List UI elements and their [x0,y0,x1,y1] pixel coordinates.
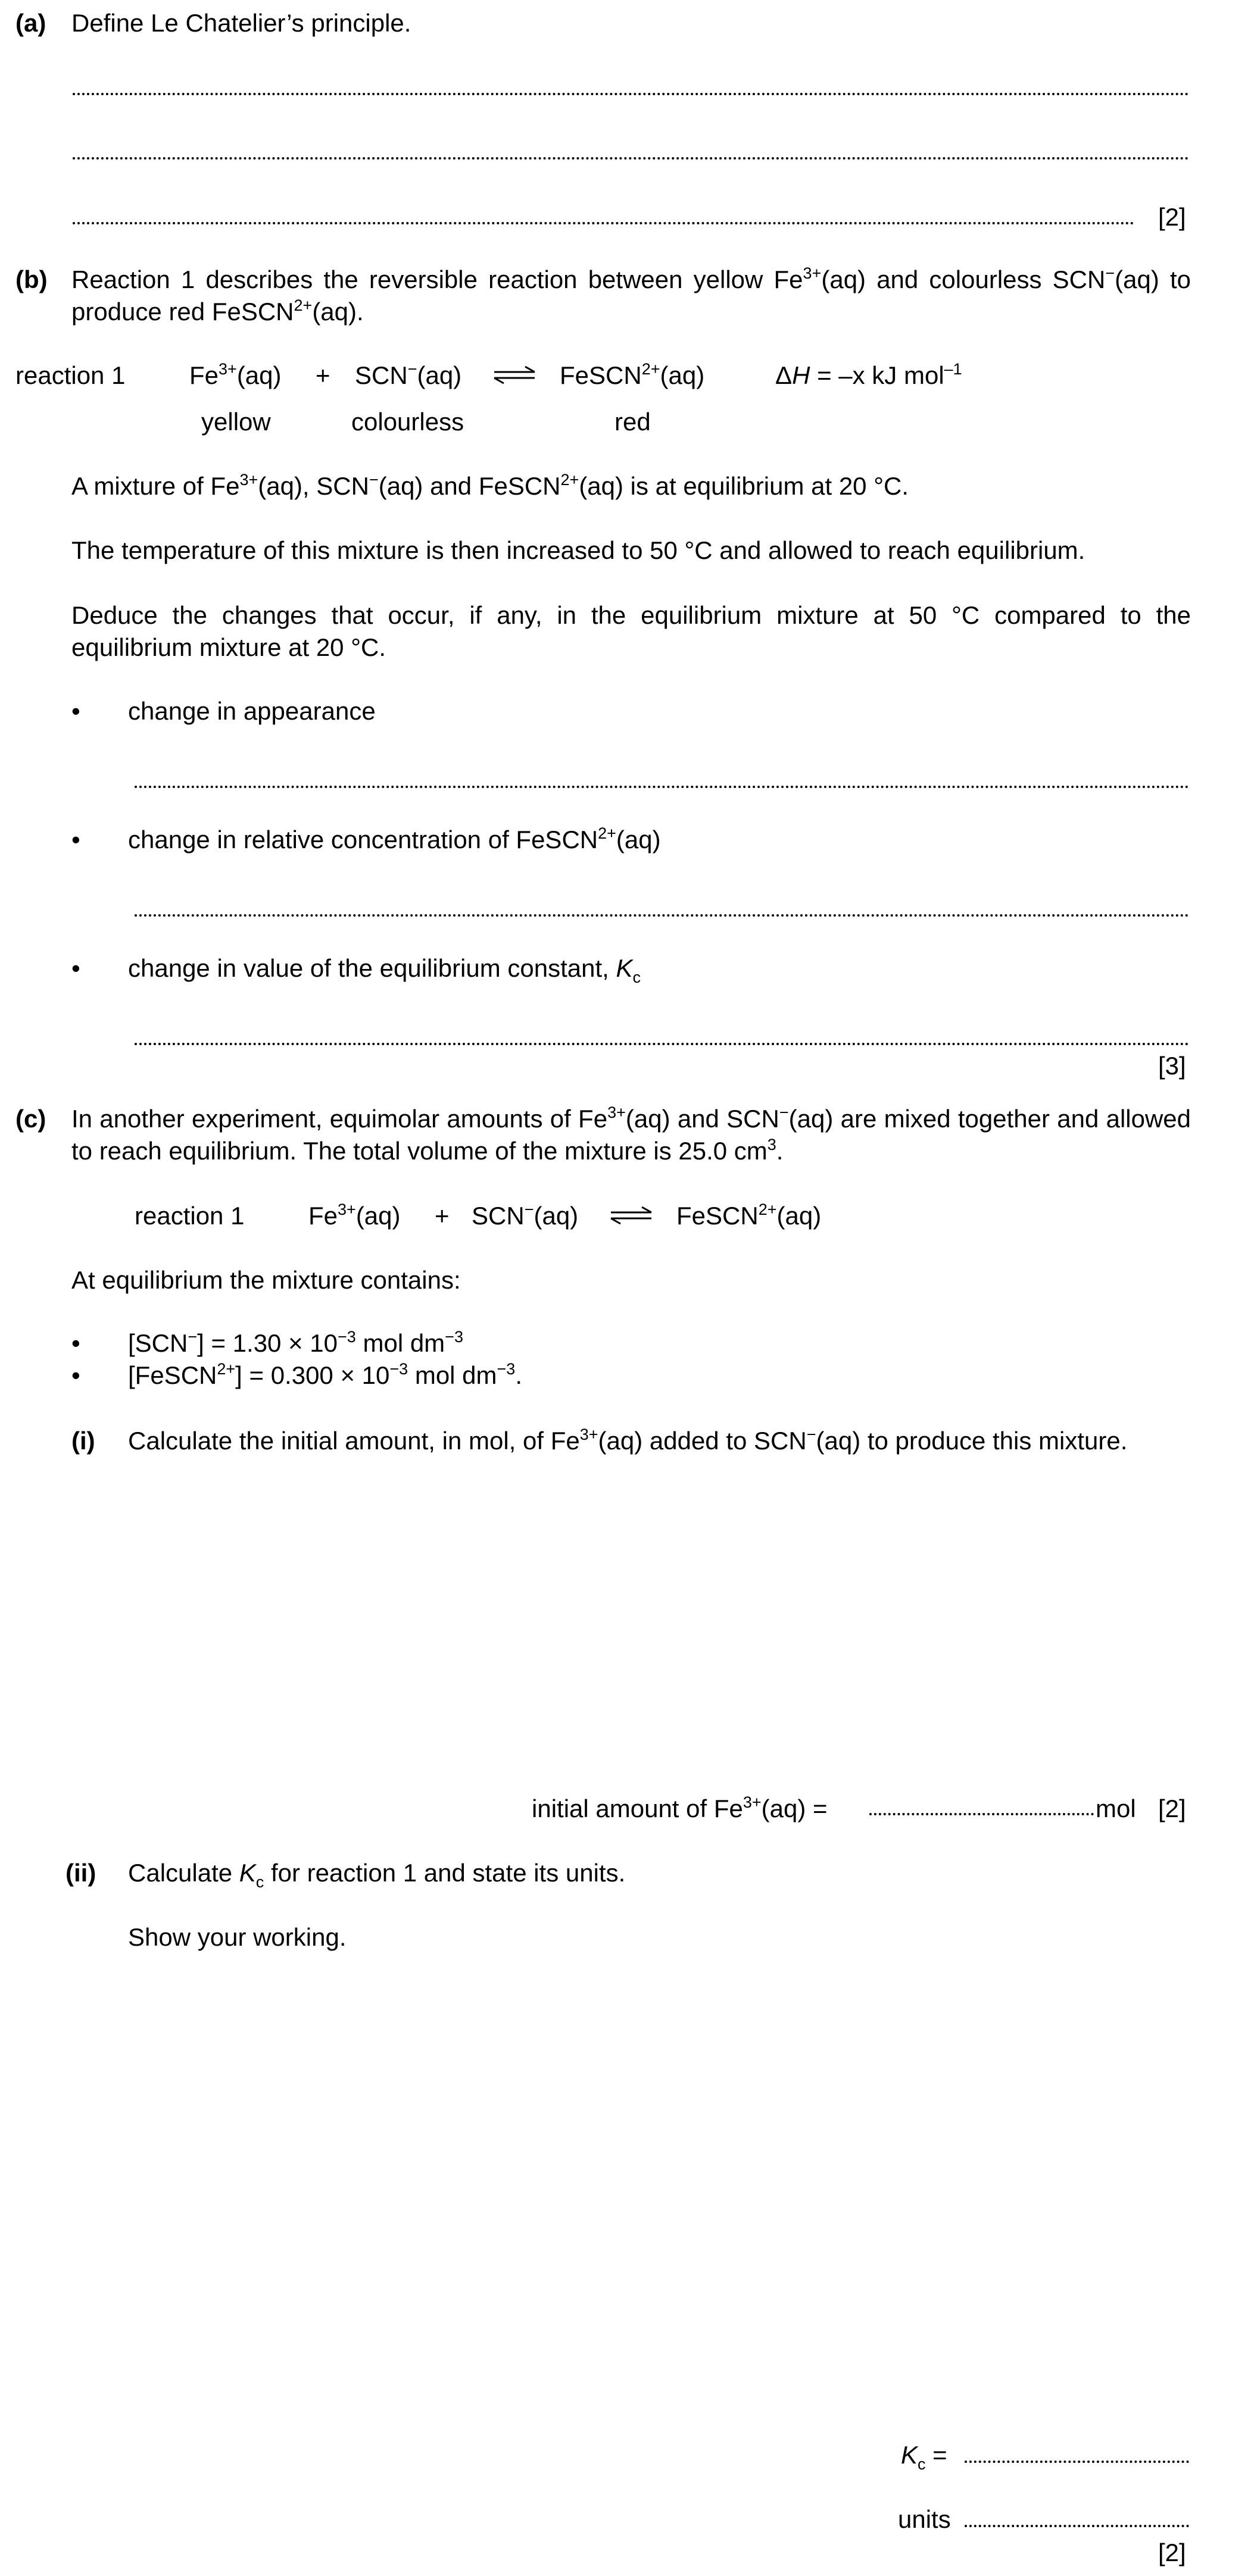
answer-line-a-2[interactable] [73,157,1189,160]
bullet-appearance: change in appearance [128,697,376,725]
answer-line-b-2[interactable] [135,914,1189,917]
answer-line-b-3[interactable] [135,1043,1189,1045]
scn-concentration: $[SCN^-] = 1.30 \times 10^{-3}$ mol $dm^{-3}$ [128,1328,463,1357]
part-b-label: (b) [15,265,48,293]
plus-sign: + [316,361,330,389]
part-b-intro: Reaction 1 describes the reversible reaction between yellow $Fe^{3+}(aq)$ and colourless SCN−(aq) to produce red FeSCN$^{2+}$(aq). [71,264,1191,326]
mark-c-ii: [2] [1158,2539,1186,2566]
bullet-2-marker: • [71,826,80,854]
part-c-i-question: Calculate the initial amount, in mol, of $Fe^{3+}(aq)$ added to SCN−(aq) to produce this mixture. [128,1425,1128,1455]
part-c-label: (c) [15,1105,46,1133]
deduce-text: Deduce the changes that occur, if any, in the equilibrium mixture at 50 °C compared to the equilibrium mixture at 20 °C. [71,601,1191,661]
part-c-intro: In another experiment, equimolar amounts of $Fe^{3+}(aq)$ and SCN−(aq) are mixed together and allowed to reach equilibrium. The total volume of the mixture is 25.0 $cm^3$. [71,1103,1191,1165]
units-label: units [898,2505,951,2533]
mark-c-i: [2] [1158,1795,1186,1822]
bullet-concentration: change in relative concentration of FeSCN$^{2+}$(aq) [128,824,661,854]
temperature-text: The temperature of this mixture is then increased to 50 °C and allowed to reach equilibrium. [71,536,1085,564]
reactant-fe3: $Fe^{3+}(aq)$ [189,360,282,389]
part-c-ii-label: (ii) [65,1859,96,1887]
answer-line-b-1[interactable] [135,786,1189,788]
reaction-label-c: reaction 1 [135,1202,245,1230]
initial-amount-label: initial amount of $Fe^{3+}(aq)$ = [532,1793,828,1822]
equilibrium-arrow-icon [610,1206,654,1225]
show-working: Show your working. [128,1923,347,1951]
part-c-i-label: (i) [71,1427,95,1455]
mol-unit: mol [1096,1795,1136,1822]
conc-1-marker: • [71,1329,80,1357]
kc-label: $K_c$ = [901,2441,947,2473]
colour-scn: colourless [351,408,464,436]
enthalpy-change: ΔH = –x kJ mol$^{-1}$ [775,360,962,389]
equilibrium-arrow-icon [493,365,537,384]
part-c-ii-question: Calculate $K_c$ for reaction 1 and state its units. [128,1859,626,1891]
initial-amount-answer[interactable] [869,1813,1094,1815]
product-fescn: FeSCN$^{2+}$(aq) [560,360,705,389]
fescn-concentration: [FeSCN$^{2+}$] = $0.300 \times 10^{-3}$ mol $dm^{-3}$. [128,1360,522,1389]
part-a-label: (a) [15,9,46,37]
bullet-3-marker: • [71,954,80,982]
bullet-kc: change in value of the equilibrium constant, $K_c$ [128,954,641,986]
mixture-text: A mixture of $Fe^{3+}(aq)$, SCN−(aq) and FeSCN$^{2+}$(aq) is at equilibrium at 20 °C. [71,471,909,500]
reactant-fe3-c: $Fe^{3+}(aq)$ [308,1201,401,1230]
conc-2-marker: • [71,1361,80,1389]
equilibrium-contains: At equilibrium the mixture contains: [71,1266,461,1294]
mark-a: [2] [1158,203,1186,231]
mark-b: [3] [1158,1052,1186,1080]
reaction-label-b: reaction 1 [15,361,126,389]
colour-fe3: yellow [201,408,271,436]
colour-fescn: red [614,408,651,436]
part-a-question: Define Le Chatelier’s principle. [71,9,411,37]
kc-answer[interactable] [965,2461,1189,2463]
plus-sign-c: + [435,1202,450,1230]
answer-line-a-3[interactable] [73,222,1134,224]
units-answer[interactable] [965,2525,1189,2527]
reactant-scn-c: SCN−(aq) [472,1201,579,1230]
answer-line-a-1[interactable] [73,93,1189,95]
reactant-scn: SCN−(aq) [355,360,462,389]
bullet-1-marker: • [71,697,80,725]
product-fescn-c: FeSCN$^{2+}$(aq) [676,1201,822,1230]
